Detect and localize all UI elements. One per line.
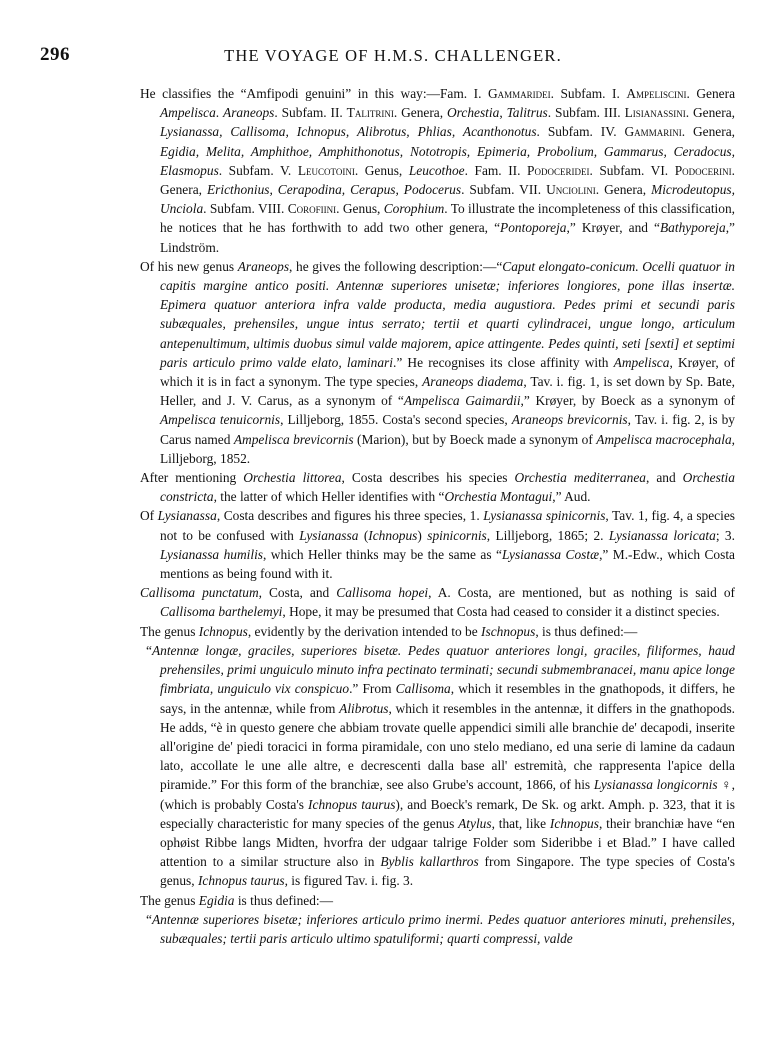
text-run: . To illustrate the incompleteness of this classification, he notices that he has forthwith to add two other genera, “	[160, 201, 736, 236]
text-run: , which it resembles in the antennæ, it differs in the gnathopods. He adds, “è in questo genere che abbiam trovate quelle appendici simili alle branchie de' decapodi, inserite all'origine de' piedi toracici in forma piramidale, con uno stelo mediano, ed una serie di lamine da cadaun lato, accollate le une alle altre, e decrescenti dalla base all' estremità, che rappresenta l'apice della piramide.” For this form of the branchiæ, see also Grube's account, 1866, of his	[160, 700, 736, 793]
text-run: . Subfam. II.	[274, 105, 347, 121]
text-run: , evidently by the derivation intended to be	[247, 623, 482, 639]
small-caps-text: Unciolini	[546, 182, 596, 198]
italic-text: Pontoporeja	[500, 220, 567, 236]
italic-text: Leucothoe	[408, 162, 465, 178]
text-run: . Genus,	[336, 201, 384, 217]
italic-text: Orchestia	[447, 105, 500, 121]
text-run: . Genera	[686, 86, 736, 101]
italic-text: Ischnopus	[481, 623, 536, 639]
italic-text: Ampelisca Gaimardii	[403, 393, 521, 409]
italic-text: Orchestia Montagui	[444, 489, 553, 505]
text-run: The genus	[140, 892, 199, 908]
text-run: . Subfam. I.	[550, 86, 627, 101]
text-run: . Fam. II.	[464, 162, 528, 178]
text-run: , is figured Tav. i. fig. 3.	[284, 873, 414, 889]
text-run: , that, like	[491, 815, 550, 831]
text-run: . Subfam. VI.	[589, 162, 675, 178]
italic-text: Microdeutopus, Unciola	[160, 182, 735, 217]
italic-text: Talitrus	[506, 105, 548, 121]
italic-text: Ampelisca macrocephala	[596, 431, 732, 447]
italic-text: Antennæ superiores bisetæ; inferiores articulo primo inermi. Pedes quatuor anteriores minuti, prehensiles, subæquales; tertii paris articulo ultimo spatuliformi; quarti compressi, valde	[151, 911, 735, 946]
text-run: , Tav. i. fig. 1, is set down by Sp. Bate, Heller, and J. V. Carus, as a synonym of “	[160, 374, 735, 409]
text-run: ,” Krøyer, and “	[566, 220, 660, 236]
italic-text: Lysianassa	[157, 508, 217, 524]
italic-text: Araneops diadema	[422, 374, 524, 390]
paragraph	[140, 257, 735, 468]
text-run: . Genera,	[685, 105, 735, 121]
italic-text: Alibrotus	[339, 700, 389, 716]
paragraph	[140, 622, 735, 641]
italic-text: Araneops	[237, 258, 290, 274]
italic-text: Callisoma barthelemyi	[160, 604, 283, 620]
italic-text: Lysianassa loricata	[608, 527, 716, 543]
small-caps-text: Podocerini	[674, 162, 732, 178]
text-body	[140, 84, 735, 948]
text-run: The genus	[140, 623, 199, 639]
text-run: , A. Costa, are mentioned, but as nothing is said of	[428, 585, 735, 601]
italic-text: Lysianassa longicornis	[593, 777, 718, 793]
italic-text: Ericthonius, Cerapodina, Cerapus, Podocerus	[206, 182, 462, 198]
text-run: ; 3.	[715, 527, 735, 543]
text-run: . Genera,	[393, 105, 447, 121]
italic-text: Ampelisca tenuicornis	[160, 412, 281, 428]
text-run: ,” Lindström.	[160, 220, 735, 255]
text-run: He classifies the “Amfipodi genuini” in this way:—Fam. I.	[140, 86, 488, 101]
small-caps-text: Corofiini	[287, 201, 337, 217]
text-run: Of	[140, 508, 158, 524]
text-run: (	[358, 527, 369, 543]
small-caps-text: Lisianassini	[624, 105, 686, 121]
text-run: .” He recognises its close affinity with	[392, 354, 614, 370]
text-run: , which it resembles in the gnathopods, it differs, he says, in the antennæ, while from	[160, 681, 735, 716]
italic-text: Lysianassa, Callisoma, Ichnopus, Alibrotus, Phlias, Acanthonotus	[160, 124, 537, 140]
text-run: , and	[645, 470, 683, 486]
text-run: , their branchiæ have “en ophøist Ribbe langs Midten, hvorfra der udgaar talrige Folder som Sideribbe i et Blad.” I have called attention to a similar structure also in	[160, 815, 735, 870]
text-run: , which Heller thinks may be the same as “	[263, 546, 502, 562]
italic-text: Callisoma	[395, 681, 451, 697]
italic-text: Orchestia littorea	[243, 470, 342, 486]
paragraph	[140, 506, 735, 583]
text-run: . Subfam. III.	[547, 105, 625, 121]
small-caps-text: Ampeliscini	[626, 86, 687, 101]
text-run: , Tav. 1, fig. 4, a species not to be confused with	[160, 508, 735, 543]
text-run: , is thus defined:—	[535, 623, 638, 639]
small-caps-text: Podoceridei	[527, 162, 590, 178]
text-run: .” From	[349, 681, 396, 697]
italic-text: Ichnopus taurus	[308, 796, 396, 812]
italic-text: Lysianassa humilis	[160, 546, 264, 562]
italic-text: Callisoma hopei	[336, 585, 429, 601]
text-run: , the latter of which Heller identifies with “	[213, 489, 445, 505]
text-run: is thus defined:—	[234, 892, 334, 908]
paragraph	[140, 468, 735, 506]
small-caps-text: Leucotoini	[297, 162, 355, 178]
italic-text: Ichnopus	[198, 623, 248, 639]
text-run: “	[146, 911, 152, 927]
small-caps-text: Gammarini	[624, 124, 682, 140]
text-run: ,	[499, 105, 507, 121]
text-run: . Genera,	[160, 162, 735, 198]
small-caps-text: Gammaridei	[487, 86, 551, 101]
text-run: , Krøyer, of which it is in fact a synonym. The type species,	[160, 354, 736, 390]
italic-text: Araneops	[223, 105, 275, 121]
text-run: , Lilljeborg, 1855. Costa's second species,	[280, 412, 512, 428]
italic-text: Ichnopus	[549, 815, 599, 831]
italic-text: Ichnopus	[368, 527, 418, 543]
text-run: . Subfam. IV.	[536, 124, 625, 140]
text-run: . Subfam. VIII.	[203, 201, 288, 217]
running-head: THE VOYAGE OF H.M.S. CHALLENGER.	[224, 46, 562, 65]
text-run: Of his new genus	[140, 258, 238, 274]
paragraph	[140, 891, 735, 910]
paragraph	[140, 84, 735, 257]
text-run: , Tav. i. fig. 2, is by Carus named	[160, 412, 735, 447]
italic-text: Lysianassa spinicornis	[483, 508, 606, 524]
italic-text: Antennæ longæ, graciles, superiores bisetæ. Pedes quatuor anteriores longi, graciles, filiformes, haud prehensiles, primi unguiculo minuto infra pectinato terminati; secundi submembranacei, manu apice longe fimbriata, unguiculo vix conspicuo	[151, 642, 735, 697]
italic-text: Callisoma punctatum	[140, 585, 259, 601]
italic-text: Lysianassa	[299, 527, 359, 543]
italic-text: Bathyporeja	[660, 220, 726, 236]
text-run: ), and Boeck's remark, De Sk. og arkt. Amph. p. 323, that it is especially characteristic for many species of the genus	[160, 796, 735, 831]
text-run: ,” Aud.	[552, 489, 591, 505]
text-run: “	[146, 642, 152, 658]
text-run: , Lilljeborg, 1852.	[160, 431, 735, 466]
quoted-paragraph	[140, 910, 735, 948]
text-run: After mentioning	[140, 470, 244, 486]
text-run: from Singapore. The type species of Costa's genus,	[160, 854, 735, 889]
text-run: .	[215, 105, 224, 121]
text-run: . Genus,	[354, 162, 409, 178]
italic-text: Ampelisca	[160, 105, 216, 121]
italic-text: Atylus	[458, 815, 492, 831]
italic-text: Byblis kallarthros	[380, 854, 479, 870]
text-run: ,” Krøyer, by Boeck as a synonym of	[520, 393, 735, 409]
italic-text: spinicornis	[427, 527, 487, 543]
italic-text: Caput elongato-conicum. Ocelli quatuor in capitis margine antico positi. Antennæ superiores unisetæ; inferiores longiores, pone illas insertæ. Epimera quatuor anteriora infra valde producta, media augustiora. Pedes primi et secundi paris subæquales, prehensiles, ungue intus serrato; tertii et quarti cylindracei, ungue longo, articulum antepenultimum, ultimis duobus simul valde majorem, apice attingente. Pedes quinti, seti [sexti] et septimi paris articulo primo valde elato, laminari	[160, 258, 736, 370]
text-run: , Hope, it may be presumed that Costa had ceased to consider it a distinct species.	[282, 604, 720, 620]
text-run: . Genera,	[595, 182, 652, 198]
text-run: ,” M.-Edw., which Costa mentions as being found with it.	[160, 546, 736, 582]
text-run: , Costa describes and figures his three species, 1.	[216, 508, 484, 524]
text-run: . Subfam. V.	[218, 162, 298, 178]
text-run: , Lilljeborg, 1865; 2.	[486, 527, 609, 543]
small-caps-text: Talitrini	[346, 105, 394, 121]
text-run: ♀, (which is probably Costa's	[160, 777, 736, 812]
text-run: )	[417, 527, 428, 543]
italic-text: Ichnopus taurus	[197, 873, 285, 889]
paragraph	[140, 583, 735, 621]
italic-text: Corophium	[383, 201, 445, 217]
italic-text: Lysianassa Costæ	[501, 546, 600, 562]
italic-text: Orchestia constricta	[160, 470, 735, 505]
italic-text: Ampelisca brevicornis	[233, 431, 354, 447]
text-run: . Genera,	[681, 124, 735, 140]
italic-text: Orchestia mediterranea	[514, 470, 646, 486]
italic-text: Ampelisca	[613, 354, 670, 370]
text-run: , he gives the following description:—“	[289, 258, 503, 274]
italic-text: Araneops brevicornis	[511, 412, 628, 428]
italic-text: Egidia, Melita, Amphithoe, Amphithonotus, Nototropis, Epimeria, Probolium, Gammarus, Ceradocus, Elasmopus	[160, 143, 735, 178]
text-run: , Costa describes his species	[341, 470, 515, 486]
text-run: (Marion), but by Boeck made a synonym of	[353, 431, 597, 447]
text-run: . Subfam. VII.	[461, 182, 547, 198]
italic-text: Egidia	[198, 892, 235, 908]
page-number: 296	[40, 44, 70, 65]
text-run: , Costa, and	[258, 585, 337, 601]
quoted-paragraph	[140, 641, 735, 891]
